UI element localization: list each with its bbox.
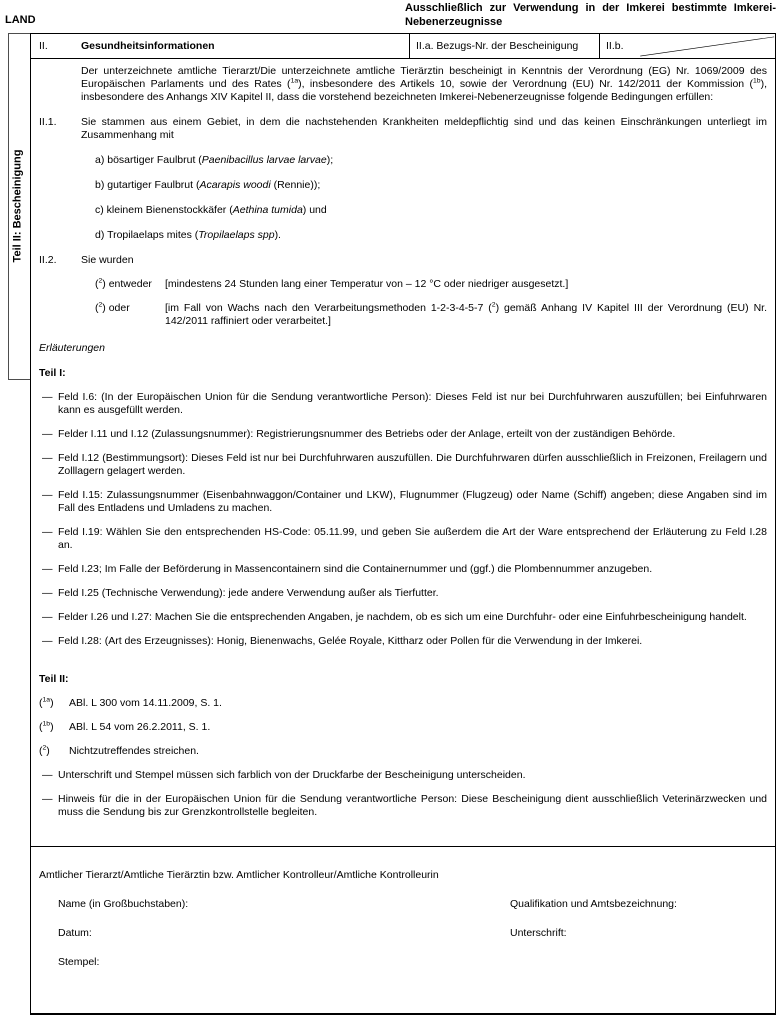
clause-ii2-text: Sie wurden bbox=[81, 254, 134, 266]
teil1-note-6 bbox=[42, 563, 767, 576]
section-ii-number: II. bbox=[39, 39, 48, 52]
land-label: LAND bbox=[5, 14, 36, 26]
teil1-note-3-text: Feld I.12 (Bestimmungsort): Dieses Feld ist nur bei Durchfuhrwaren auszufüllen. Die Durchfuhrwaren dürfen ausschließlich in Freizonen, Freilagern und Zolllagern gelagert werden. bbox=[58, 452, 767, 477]
footnote-1a-marker: ($^{1a}$) bbox=[39, 696, 54, 709]
certificate-body bbox=[30, 33, 776, 1015]
name-field-label: Name (in Großbuchstaben): bbox=[58, 898, 189, 910]
option-entweder-text: [mindestens 24 Stunden lang einer Temperatur von – 12 °C oder niedriger ausgesetzt.] bbox=[165, 278, 569, 290]
disease-item-d: d) Tropilaelaps mites (Tropilaelaps spp). bbox=[95, 229, 281, 241]
certificate-purpose-title: Ausschließlich zur Verwendung in der Imkerei bestimmte Imkerei-Nebenerzeugnisse bbox=[405, 2, 776, 28]
iib-label: II.b. bbox=[606, 39, 624, 52]
teil2-note-2-text: Hinweis für die in der Europäischen Union für die Sendung verantwortliche Person: Diese Bescheinigung dient ausschließlich Veterinärzwecken und muss die Sendung bis zur Grenzkontrollstelle begleiten. bbox=[58, 793, 767, 818]
teil2-note-1-text: Unterschrift und Stempel müssen sich farblich von der Druckfarbe der Bescheinigung unterscheiden. bbox=[58, 769, 526, 781]
certification-intro: Der unterzeichnete amtliche Tierarzt/Die unterzeichnete amtliche Tierärztin bescheinigt in Kenntnis der Verordnung (EG) Nr. 1069/2009 des Europäischen Parlaments und des Rates ($^{1a}$), insbesondere des Artikels 10, sowie der Verordnung (EU) Nr. 142/2011 der Kommission ($^{1b}$), insbesondere des Anhangs XIV Kapitel II, dass die vorstehend bezeichneten Imkerei-Nebenerzeugnisse folgende Bedingungen erfüllen: bbox=[81, 65, 767, 103]
teil1-heading: Teil I: bbox=[39, 367, 66, 379]
option-oder-text: [im Fall von Wachs nach den Verarbeitungsmethoden 1-2-3-4-5-7 ($^2$) gemäß Anhang IV Kapitel III der Verordnung (EU) Nr. 142/2011 raffiniert oder verarbeitet.] bbox=[165, 301, 767, 327]
qualification-field-label: Qualifikation und Amtsbezeichnung: bbox=[510, 898, 677, 910]
footnote-1b bbox=[39, 721, 767, 734]
clause-ii1 bbox=[39, 116, 767, 142]
footnote-1a-text: ABl. L 300 vom 14.11.2009, S. 1. bbox=[69, 697, 222, 709]
teil1-note-8 bbox=[42, 611, 767, 624]
teil1-note-8-text: Felder I.26 und I.27: Machen Sie die entsprechenden Angaben, je nachdem, ob es sich um eine Durchfuhr- oder eine Einfuhrbescheinigung handelt. bbox=[58, 611, 747, 623]
erlauterungen-heading: Erläuterungen bbox=[39, 342, 105, 354]
dash-marker: — bbox=[42, 428, 53, 440]
teil1-note-2 bbox=[42, 428, 767, 441]
footnote-1a bbox=[39, 697, 767, 710]
teil1-note-9 bbox=[42, 635, 767, 648]
health-info-header-row bbox=[31, 34, 775, 59]
clause-ii2-number: II.2. bbox=[39, 254, 57, 266]
footnote-1b-text: ABl. L 54 vom 26.2.2011, S. 1. bbox=[69, 721, 211, 733]
health-info-cell bbox=[31, 34, 409, 58]
teil1-note-5-text: Feld I.19: Wählen Sie den entsprechenden HS-Code: 05.11.99, und geben Sie außerdem die Art der Ware entsprechend der Erläuterung zu Feld I.28 an. bbox=[58, 526, 767, 551]
signature-field-label: Unterschrift: bbox=[510, 927, 567, 939]
footnote-2 bbox=[39, 745, 767, 758]
teil1-note-1-text: Feld I.6: (In der Europäischen Union für die Sendung verantwortliche Person): Dieses Feld ist nur bei Durchfuhrwaren auszufüllen; bei Einfuhrwaren kann es ausgefüllt werden. bbox=[58, 391, 767, 416]
teil1-note-4-text: Feld I.15: Zulassungsnummer (Eisenbahnwaggon/Container und LKW), Flugnummer (Flugzeug) oder Name (Schiff) angeben; diese Angaben sind im Fall des Entladens und Umladens zu machen. bbox=[58, 489, 767, 514]
teil1-note-9-text: Feld I.28: (Art des Erzeugnisses): Honig, Bienenwachs, Gelée Royale, Kittharz oder Pollen für die Verwendung in der Imkerei. bbox=[58, 635, 643, 647]
teil2-note-2 bbox=[42, 793, 767, 819]
teil1-note-5 bbox=[42, 526, 767, 552]
signature-row-1 bbox=[31, 898, 775, 911]
disease-item-b: b) gutartiger Faulbrut (Acarapis woodi (Rennie)); bbox=[95, 179, 321, 191]
dash-marker: — bbox=[42, 563, 53, 575]
teil2-heading: Teil II: bbox=[39, 673, 69, 685]
disease-item-c: c) kleinem Bienenstockkäfer (Aethina tumida) und bbox=[95, 204, 327, 216]
teil2-side-label: Teil II: Bescheinigung bbox=[11, 149, 24, 263]
dash-marker: — bbox=[42, 769, 53, 781]
signature-row-3-right bbox=[510, 956, 775, 969]
teil1-note-6-text: Feld I.23; Im Falle der Beförderung in Massencontainern sind die Containernummer und (ggf.) die Plombennummer anzugeben. bbox=[58, 563, 653, 575]
dash-marker: — bbox=[42, 489, 53, 501]
iib-cell bbox=[599, 34, 775, 58]
clause-ii2 bbox=[39, 254, 767, 267]
dash-marker: — bbox=[42, 635, 53, 647]
teil1-note-4 bbox=[42, 489, 767, 515]
teil2-note-1 bbox=[42, 769, 767, 782]
dash-marker: — bbox=[42, 452, 53, 464]
dash-marker: — bbox=[42, 793, 53, 805]
dash-marker: — bbox=[42, 587, 53, 599]
dash-marker: — bbox=[42, 611, 53, 623]
signature-row-2 bbox=[31, 927, 775, 940]
certificate-content bbox=[31, 59, 775, 846]
teil1-note-1 bbox=[42, 391, 767, 417]
clause-ii1-number: II.1. bbox=[39, 116, 57, 128]
diagonal-strike-line bbox=[600, 34, 775, 58]
clause-ii1-text: Sie stammen aus einem Gebiet, in dem die nachstehenden Krankheiten meldepflichtig sind und das keinen Einschränkungen unterliegt im Zusammenhang mit bbox=[81, 116, 767, 141]
option-entweder bbox=[95, 278, 767, 291]
teil1-note-3 bbox=[42, 452, 767, 478]
stamp-field-label: Stempel: bbox=[58, 956, 100, 968]
disease-item-a: a) bösartiger Faulbrut (Paenibacillus larvae larvae); bbox=[95, 154, 334, 166]
health-info-title: Gesundheitsinformationen bbox=[81, 39, 215, 52]
reference-number-cell: II.a. Bezugs-Nr. der Bescheinigung bbox=[409, 34, 599, 58]
dash-marker: — bbox=[42, 391, 53, 403]
official-vet-title: Amtlicher Tierarzt/Amtliche Tierärztin bzw. Amtlicher Kontrolleur/Amtliche Kontrolleurin bbox=[39, 869, 439, 881]
option-oder bbox=[95, 302, 767, 328]
teil1-note-2-text: Felder I.11 und I.12 (Zulassungsnummer): Registrierungsnummer des Betriebs oder der Anlage, erteilt von der zuständigen Behörde. bbox=[58, 428, 676, 440]
signature-row-3 bbox=[31, 956, 775, 969]
signature-section bbox=[31, 846, 775, 1013]
footnote-1b-marker: ($^{1b}$) bbox=[39, 720, 54, 733]
footnote-2-text: Nichtzutreffendes streichen. bbox=[69, 745, 199, 757]
teil1-note-7-text: Feld I.25 (Technische Verwendung): jede andere Verwendung außer als Tierfutter. bbox=[58, 587, 439, 599]
option-entweder-marker: ($^2$) entweder bbox=[95, 277, 152, 290]
footnote-2-marker: ($^2$) bbox=[39, 744, 50, 757]
dash-marker: — bbox=[42, 526, 53, 538]
date-field-label: Datum: bbox=[58, 927, 92, 939]
teil1-note-7 bbox=[42, 587, 767, 600]
option-oder-marker: ($^2$) oder bbox=[95, 301, 130, 314]
